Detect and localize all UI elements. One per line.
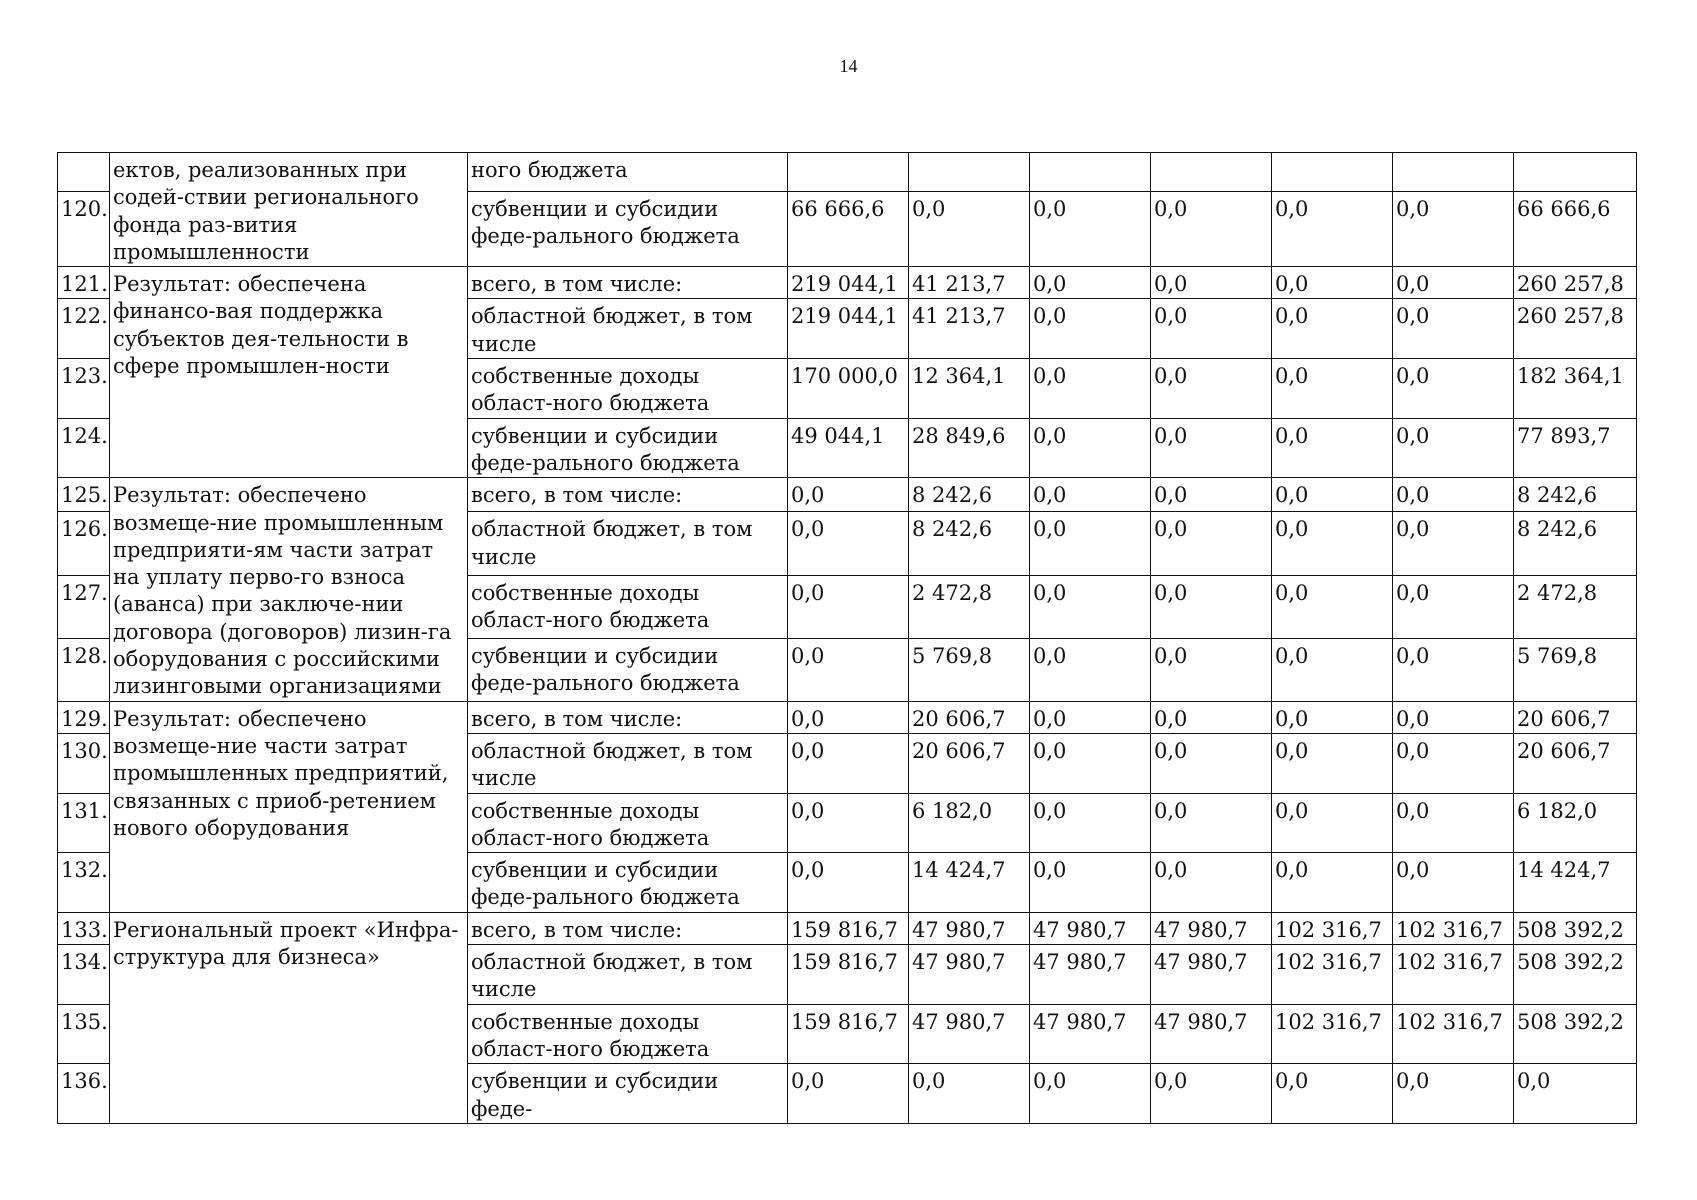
year-value: 159 816,7	[788, 1004, 909, 1064]
year-value: 14 424,7	[909, 853, 1030, 913]
year-value: 0,0	[1151, 575, 1272, 638]
year-value: 47 980,7	[1030, 912, 1151, 944]
year-value: 0,0	[1272, 1064, 1393, 1124]
year-value: 0,0	[1151, 418, 1272, 478]
year-value: 47 980,7	[1151, 1004, 1272, 1064]
funding-source: субвенции и субсидии феде-рального бюджета	[468, 853, 788, 913]
year-value: 0,0	[1151, 192, 1272, 267]
year-value: 0,0	[909, 192, 1030, 267]
year-value: 0,0	[1393, 733, 1514, 793]
total-value: 20 606,7	[1514, 733, 1637, 793]
total-value: 508 392,2	[1514, 912, 1637, 944]
year-value: 0,0	[1030, 638, 1151, 701]
funding-source: собственные доходы област-ного бюджета	[468, 1004, 788, 1064]
year-value: 5 769,8	[909, 638, 1030, 701]
year-value: 6 182,0	[909, 793, 1030, 853]
funding-source: областной бюджет, в том числе	[468, 299, 788, 359]
year-value: 0,0	[1030, 512, 1151, 575]
total-value: 20 606,7	[1514, 701, 1637, 733]
row-number: 135.	[58, 1004, 110, 1064]
year-value: 8 242,6	[909, 478, 1030, 512]
table-row	[58, 267, 1637, 299]
year-value: 0,0	[1151, 512, 1272, 575]
year-value: 0,0	[788, 512, 909, 575]
funding-source: собственные доходы област-ного бюджета	[468, 575, 788, 638]
funding-source: всего, в том числе:	[468, 478, 788, 512]
year-value: 12 364,1	[909, 359, 1030, 419]
year-value: 41 213,7	[909, 267, 1030, 299]
year-value: 0,0	[1151, 267, 1272, 299]
row-number: 136.	[58, 1064, 110, 1124]
year-value: 0,0	[1272, 638, 1393, 701]
year-value: 8 242,6	[909, 512, 1030, 575]
result-description: Результат: обеспечена финансо-вая поддержка субъектов дея-тельности в сфере промышлен-ности	[110, 267, 468, 478]
year-value: 159 816,7	[788, 945, 909, 1005]
total-value	[1514, 153, 1637, 192]
year-value: 20 606,7	[909, 733, 1030, 793]
row-number: 131.	[58, 793, 110, 853]
row-number: 127.	[58, 575, 110, 638]
year-value: 47 980,7	[1151, 945, 1272, 1005]
year-value: 0,0	[1393, 1064, 1514, 1124]
year-value	[788, 153, 909, 192]
table-row	[58, 478, 1637, 512]
year-value: 20 606,7	[909, 701, 1030, 733]
year-value	[1030, 153, 1151, 192]
year-value: 0,0	[788, 853, 909, 913]
total-value: 8 242,6	[1514, 512, 1637, 575]
year-value: 0,0	[1272, 733, 1393, 793]
row-number: 121.	[58, 267, 110, 299]
year-value: 0,0	[1030, 793, 1151, 853]
year-value: 0,0	[788, 1064, 909, 1124]
total-value: 0,0	[1514, 1064, 1637, 1124]
row-number: 122.	[58, 299, 110, 359]
year-value: 41 213,7	[909, 299, 1030, 359]
total-value: 260 257,8	[1514, 299, 1637, 359]
result-description: Региональный проект «Инфра-структура для бизнеса»	[110, 912, 468, 1123]
total-value: 14 424,7	[1514, 853, 1637, 913]
year-value: 0,0	[788, 638, 909, 701]
year-value: 0,0	[1151, 733, 1272, 793]
year-value: 0,0	[788, 575, 909, 638]
row-number	[58, 153, 110, 192]
year-value: 0,0	[1030, 733, 1151, 793]
year-value: 0,0	[788, 478, 909, 512]
year-value: 0,0	[1030, 853, 1151, 913]
year-value: 0,0	[1151, 793, 1272, 853]
funding-source: всего, в том числе:	[468, 267, 788, 299]
year-value	[1151, 153, 1272, 192]
year-value: 219 044,1	[788, 299, 909, 359]
row-number: 125.	[58, 478, 110, 512]
year-value: 0,0	[1393, 418, 1514, 478]
year-value: 0,0	[1393, 299, 1514, 359]
year-value	[1272, 153, 1393, 192]
funding-source: субвенции и субсидии феде-	[468, 1064, 788, 1124]
year-value: 0,0	[1393, 701, 1514, 733]
year-value: 47 980,7	[1030, 945, 1151, 1005]
year-value: 102 316,7	[1393, 1004, 1514, 1064]
year-value: 0,0	[1030, 575, 1151, 638]
funding-source: областной бюджет, в том числе	[468, 512, 788, 575]
year-value: 47 980,7	[1151, 912, 1272, 944]
year-value: 0,0	[1030, 192, 1151, 267]
funding-source: областной бюджет, в том числе	[468, 945, 788, 1005]
year-value: 102 316,7	[1393, 912, 1514, 944]
year-value: 102 316,7	[1272, 945, 1393, 1005]
year-value: 0,0	[1393, 192, 1514, 267]
year-value: 0,0	[1393, 512, 1514, 575]
result-description: Результат: обеспечено возмеще-ние части затрат промышленных предприятий, связанных с приоб-ретением нового оборудования	[110, 701, 468, 912]
year-value: 102 316,7	[1393, 945, 1514, 1005]
year-value: 0,0	[1272, 359, 1393, 419]
year-value: 0,0	[1030, 267, 1151, 299]
total-value: 508 392,2	[1514, 1004, 1637, 1064]
row-number: 124.	[58, 418, 110, 478]
total-value: 77 893,7	[1514, 418, 1637, 478]
year-value: 47 980,7	[1030, 1004, 1151, 1064]
year-value: 0,0	[1393, 478, 1514, 512]
total-value: 260 257,8	[1514, 267, 1637, 299]
year-value: 170 000,0	[788, 359, 909, 419]
row-number: 132.	[58, 853, 110, 913]
year-value: 0,0	[1151, 478, 1272, 512]
total-value: 2 472,8	[1514, 575, 1637, 638]
year-value: 0,0	[1272, 418, 1393, 478]
row-number: 123.	[58, 359, 110, 419]
year-value: 66 666,6	[788, 192, 909, 267]
year-value: 0,0	[1393, 853, 1514, 913]
row-number: 120.	[58, 192, 110, 267]
row-number: 130.	[58, 733, 110, 793]
total-value: 508 392,2	[1514, 945, 1637, 1005]
total-value: 6 182,0	[1514, 793, 1637, 853]
year-value: 47 980,7	[909, 1004, 1030, 1064]
year-value: 28 849,6	[909, 418, 1030, 478]
year-value: 0,0	[1272, 793, 1393, 853]
year-value	[909, 153, 1030, 192]
total-value: 5 769,8	[1514, 638, 1637, 701]
year-value: 0,0	[1272, 512, 1393, 575]
table-row	[58, 153, 1637, 192]
year-value: 0,0	[1151, 359, 1272, 419]
year-value: 0,0	[788, 733, 909, 793]
year-value: 0,0	[788, 793, 909, 853]
funding-source: субвенции и субсидии феде-рального бюджета	[468, 192, 788, 267]
year-value: 159 816,7	[788, 912, 909, 944]
year-value: 49 044,1	[788, 418, 909, 478]
funding-source: собственные доходы област-ного бюджета	[468, 359, 788, 419]
year-value: 0,0	[1030, 359, 1151, 419]
year-value: 0,0	[1272, 853, 1393, 913]
row-number: 133.	[58, 912, 110, 944]
budget-table	[57, 152, 1637, 1124]
year-value: 0,0	[1030, 1064, 1151, 1124]
funding-source: ного бюджета	[468, 153, 788, 192]
funding-source: субвенции и субсидии феде-рального бюджета	[468, 638, 788, 701]
year-value: 0,0	[1030, 701, 1151, 733]
year-value: 0,0	[1393, 359, 1514, 419]
total-value: 66 666,6	[1514, 192, 1637, 267]
year-value: 0,0	[1151, 853, 1272, 913]
year-value: 0,0	[1272, 299, 1393, 359]
page-number: 14	[839, 56, 858, 76]
year-value: 0,0	[1151, 299, 1272, 359]
year-value: 102 316,7	[1272, 912, 1393, 944]
row-number: 126.	[58, 512, 110, 575]
year-value: 0,0	[1151, 638, 1272, 701]
table-row	[58, 912, 1637, 944]
row-number: 128.	[58, 638, 110, 701]
year-value: 102 316,7	[1272, 1004, 1393, 1064]
year-value: 0,0	[909, 1064, 1030, 1124]
year-value: 0,0	[1393, 793, 1514, 853]
total-value: 182 364,1	[1514, 359, 1637, 419]
result-description: ектов, реализованных при содей-ствии регионального фонда раз-вития промышленности	[110, 153, 468, 267]
funding-source: собственные доходы област-ного бюджета	[468, 793, 788, 853]
year-value: 0,0	[1272, 267, 1393, 299]
year-value: 47 980,7	[909, 912, 1030, 944]
year-value: 219 044,1	[788, 267, 909, 299]
table-row	[58, 701, 1637, 733]
year-value: 0,0	[1272, 192, 1393, 267]
row-number: 129.	[58, 701, 110, 733]
year-value: 0,0	[1030, 418, 1151, 478]
year-value: 0,0	[1393, 638, 1514, 701]
year-value: 0,0	[1272, 478, 1393, 512]
year-value: 0,0	[1151, 1064, 1272, 1124]
year-value: 0,0	[1272, 701, 1393, 733]
year-value: 0,0	[1393, 575, 1514, 638]
funding-source: всего, в том числе:	[468, 912, 788, 944]
row-number: 134.	[58, 945, 110, 1005]
funding-source: областной бюджет, в том числе	[468, 733, 788, 793]
year-value: 0,0	[1030, 478, 1151, 512]
year-value: 2 472,8	[909, 575, 1030, 638]
year-value: 0,0	[788, 701, 909, 733]
funding-source: всего, в том числе:	[468, 701, 788, 733]
table-body	[58, 153, 1637, 1124]
year-value: 0,0	[1030, 299, 1151, 359]
total-value: 8 242,6	[1514, 478, 1637, 512]
year-value: 0,0	[1393, 267, 1514, 299]
year-value: 0,0	[1151, 701, 1272, 733]
year-value: 0,0	[1272, 575, 1393, 638]
result-description: Результат: обеспечено возмеще-ние промышленным предприяти-ям части затрат на уплату перво-го взноса (аванса) при заключе-нии договора (договоров) лизин-га оборудования с российскими лизинговыми организациями	[110, 478, 468, 701]
year-value: 47 980,7	[909, 945, 1030, 1005]
funding-source: субвенции и субсидии феде-рального бюджета	[468, 418, 788, 478]
year-value	[1393, 153, 1514, 192]
